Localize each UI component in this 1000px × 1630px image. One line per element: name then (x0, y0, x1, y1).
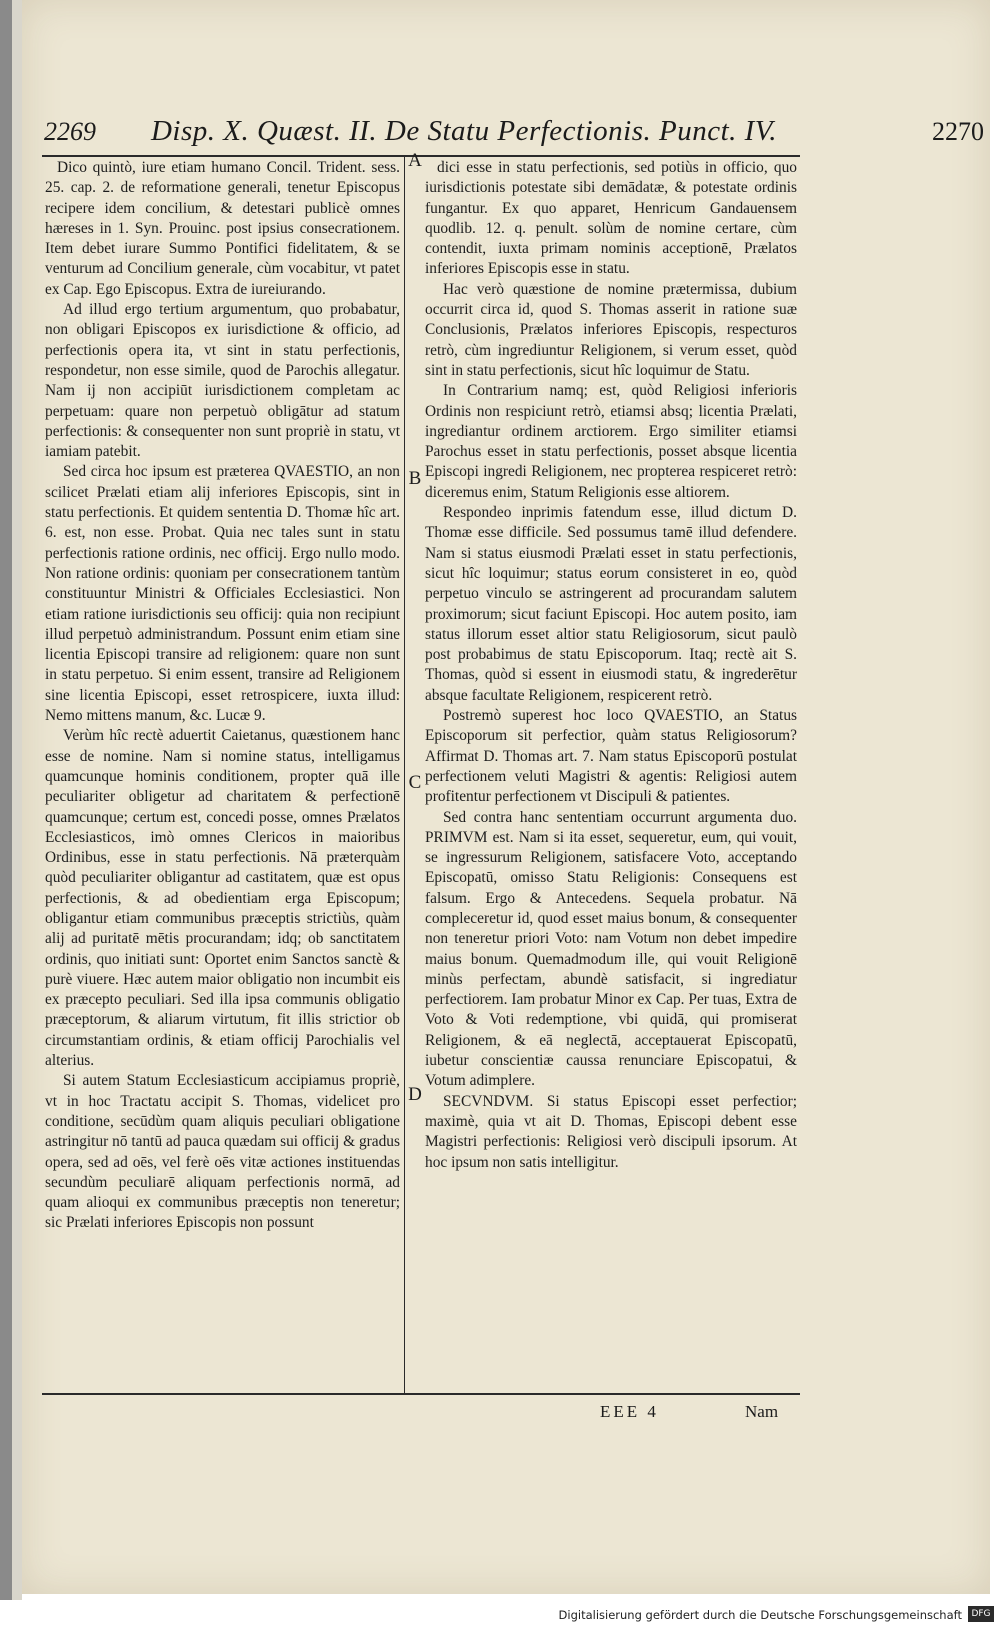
margin-letter-a: A (408, 150, 422, 171)
paragraph: In Contrarium namq; est, quòd Religiosi inferioris Ordinis non respiciunt retrò, etiamsi absq; licentia Prælati, ingrediantur ordinem arctiorem. Ergo similiter etiamsi Parochus esset in statu perfectionis, posset absque licentia Episcopi ingredi Religionem, nec propterea respiceret retrò: diceremus enim, Statum Religionis esse altiorem. (425, 382, 797, 501)
right-column (425, 158, 797, 1173)
paragraph: Sed circa hoc ipsum est præterea QVAESTIO, an non scilicet Prælati etiam alij inferiores Episcopis, sint in statu perfectionis. Et quidem sententia D. Thomæ hîc art. 6. est, non esse. Probat. Quia nec tales sunt in statu perfectionis ratione ordinis, nec officij. Ergo nullo modo. Non ratione ordinis: quoniam per consecrationem tantùm constituuntur Ministri & Officiales Ecclesiastici. Non etiam ratione iurisdictionis seu officij: quia non recipiunt illud perpetuò administrandum. Possunt enim etiam sine licentia Episcopi transire ad religionem: quare non sunt in statu perpetuo. Si enim essent, transire ad Religionem sine licentia Episcopi, esset retrospicere, iuxta illud: Nemo mittens manum, &c. Lucæ 9. (45, 463, 400, 725)
paragraph: Respondeo inprimis fatendum esse, illud dictum D. Thomæ esse difficile. Sed possumus tamē illud defendere. Nam si status eiusmodi Prælati esset in statu perfectionis, sicut hîc loquimur; status eorum consisteret in eo, quòd perpetuo vinculo se astringerent ad procurandam salutem proximorum; sicut faciunt Episcopi. Hoc autem posito, iam status illorum esset altior statu Religiosorum, sicut paulò post probabimus de statu Episcoporum. Itaq; rectè ait S. Thomas, quòd si essent in eiusmodi statu, & ingrederētur absque facultate Religionem, respicerent retrò. (425, 504, 797, 704)
paragraph: Si autem Statum Ecclesiasticum accipiamus propriè, vt in hoc Tractatu accipit S. Thomas, videlicet pro conditione, secūdùm quam aliquis peculiari obligatione astringitur nō tantū ad pauca quædam sui officij & gradus opera, sed ad oēs, vel ferè oēs vitæ actiones instituendas secundùm peculiarē aliquam perfectionis normā, ad quam alioqui ex communibus præceptis non teneretur; sic Prælati inferiores Episcopis non possunt (45, 1072, 400, 1232)
paragraph: Ad illud ergo tertium argumentum, quo probabatur, non obligari Episcopos ex iurisdictione & officio, ad perfectionis opera ita, vt sint in statu perfectionis, respondetur, non esse simile, quod de Parochis allegatur. Nam ij non accipiūt iurisdictionem completam ac perpetuam: quare non perpetuò obligātur ad statum perfectionis: & consequenter non sunt propriè in statu, vt iamiam patebit. (45, 301, 400, 461)
left-column (45, 158, 400, 1234)
margin-letter-b: B (408, 468, 422, 489)
paragraph: Postremò superest hoc loco QVAESTIO, an Status Episcoporum sit perfectior, quàm status Religiosorum? Affirmat D. Thomas art. 7. Nam status Episcoporū postulat perfectionem veluti Magistri & agentis: Religiosi autem profitentur perfectionem vt Discipuli & patientes. (425, 707, 797, 806)
paragraph: dici esse in statu perfectionis, sed potiùs in officio, quo iurisdictionis potestate sibi demādatæ, & potestate ordinis fungantur. Ex quo apparet, Henricum Gandauensem quodlib. 12. q. penult. solùm de nomine certare, cùm contendit, iuxta primam nominis acceptionē, Prælatos inferiores Episcopis esse in statu. (425, 159, 797, 278)
paragraph: Verùm hîc rectè aduertit Caietanus, quæstionem hanc esse de nomine. Nam si nomine status, intelligamus quamcunque hominis conditionem, propter quā ille peculiariter obligetur ad charitatem & perfectionē quamcunque; certum est, concedi posse, omnes Prælatos Ecclesiasticos, imò omnes Clericos in maioribus Ordinibus, esse in statu perfectionis. Nā præterquàm quòd peculiariter obligantur ad castitatem, quæ est opus perfectionis, & ad obedientiam erga Episcopum; obligantur etiam communibus præceptis strictiùs, quàm alij ad puritatē mētis procurandam; idq; ob sanctitatem ordinis, quo initiati sunt: Oportet enim Sanctos sanctè & purè viuere. Hæc autem maior obligatio non incumbit eis ex præcepto peculiari. Sed illa ipsa communis obligatio præceptorum, & aliarum virtutum, fit illis strictior ob circumstantiam ordinis, & etiam officij Parochialis vel alterius. (45, 727, 400, 1070)
running-title: Disp. X. Quæst. II. De Statu Perfectionis. Punct. IV. (150, 115, 778, 147)
scan-border (0, 0, 12, 1630)
paragraph: Hac verò quæstione de nomine prætermissa, dubium occurrit circa id, quod S. Thomas asserit in ratione suæ Conclusionis, Prælatos inferiores Episcopis, respecturos retrò, cùm ingrediuntur Religionem, si verum esset, quòd sint in statu perfectionis, sicut hîc loquimur de Statu. (425, 280, 797, 379)
page-header (44, 115, 984, 155)
catchword: Nam (745, 1402, 779, 1421)
scan-gutter (12, 0, 22, 1630)
margin-letter-d: D (408, 1084, 422, 1105)
folio-right: 2270 (932, 117, 984, 146)
margin-letter-c: C (408, 772, 422, 793)
paragraph: SECVNDVM. Si status Episcopi esset perfectior; maximè, quia vt ait D. Thomas, Episcopi debent esse Magistri perfectionis: Religiosi verò discipuli ipsorum. At hoc ipsum non satis intelligitur. (425, 1092, 797, 1171)
signature-mark: EEE 4 (600, 1402, 659, 1421)
paragraph: Sed contra hanc sententiam occurrunt argumenta duo. PRIMVM est. Nam si ita esset, sequeretur, eum, qui vouit, se ingressurum Religionem, satisfacere Voto, acceptando Episcopatū, omisso Statu Religionis: Consequens est falsum. Ergo & Antecedens. Sequela probatur. Nā compleceretur id, quod esset maius bonum, & consequenter non teneretur priori Voto: nam Votum non debet impedire maius bonum. Quemadmodum ille, qui vouit Religionē minùs perfectam, abundè satisfacit, si ingrediatur perfectiorem. Iam probatur Minor ex Cap. Per tuas, Extra de Voto & Voti redemptione, vbi quidā, qui promiserat Religionem, & eā neglectā, acceptauerat Episcopatū, iubetur conscientiæ caussa renunciare Episcopatui, & Votum adimplere. (425, 808, 797, 1090)
footer-rule (42, 1393, 800, 1395)
folio-left: 2269 (44, 117, 96, 146)
dfg-logo: DFG (968, 1606, 994, 1622)
digitization-notice: Digitalisierung gefördert durch die Deutsche Forschungsgemeinschaft (558, 1608, 962, 1622)
paragraph: Dico quintò, iure etiam humano Concil. Trident. sess. 25. cap. 2. de reformatione generali, tenetur Episcopus recipere idem concilium, & detestari publicè omnes hæreses in 1. Syn. Prouinc. post ipsius consecrationem. Item debet iurare Summo Pontifici fidelitatem, & se venturum ad Concilium generale, cùm vocabitur, vt patet ex Cap. Ego Episcopus. Extra de iureiurando. (45, 159, 400, 298)
